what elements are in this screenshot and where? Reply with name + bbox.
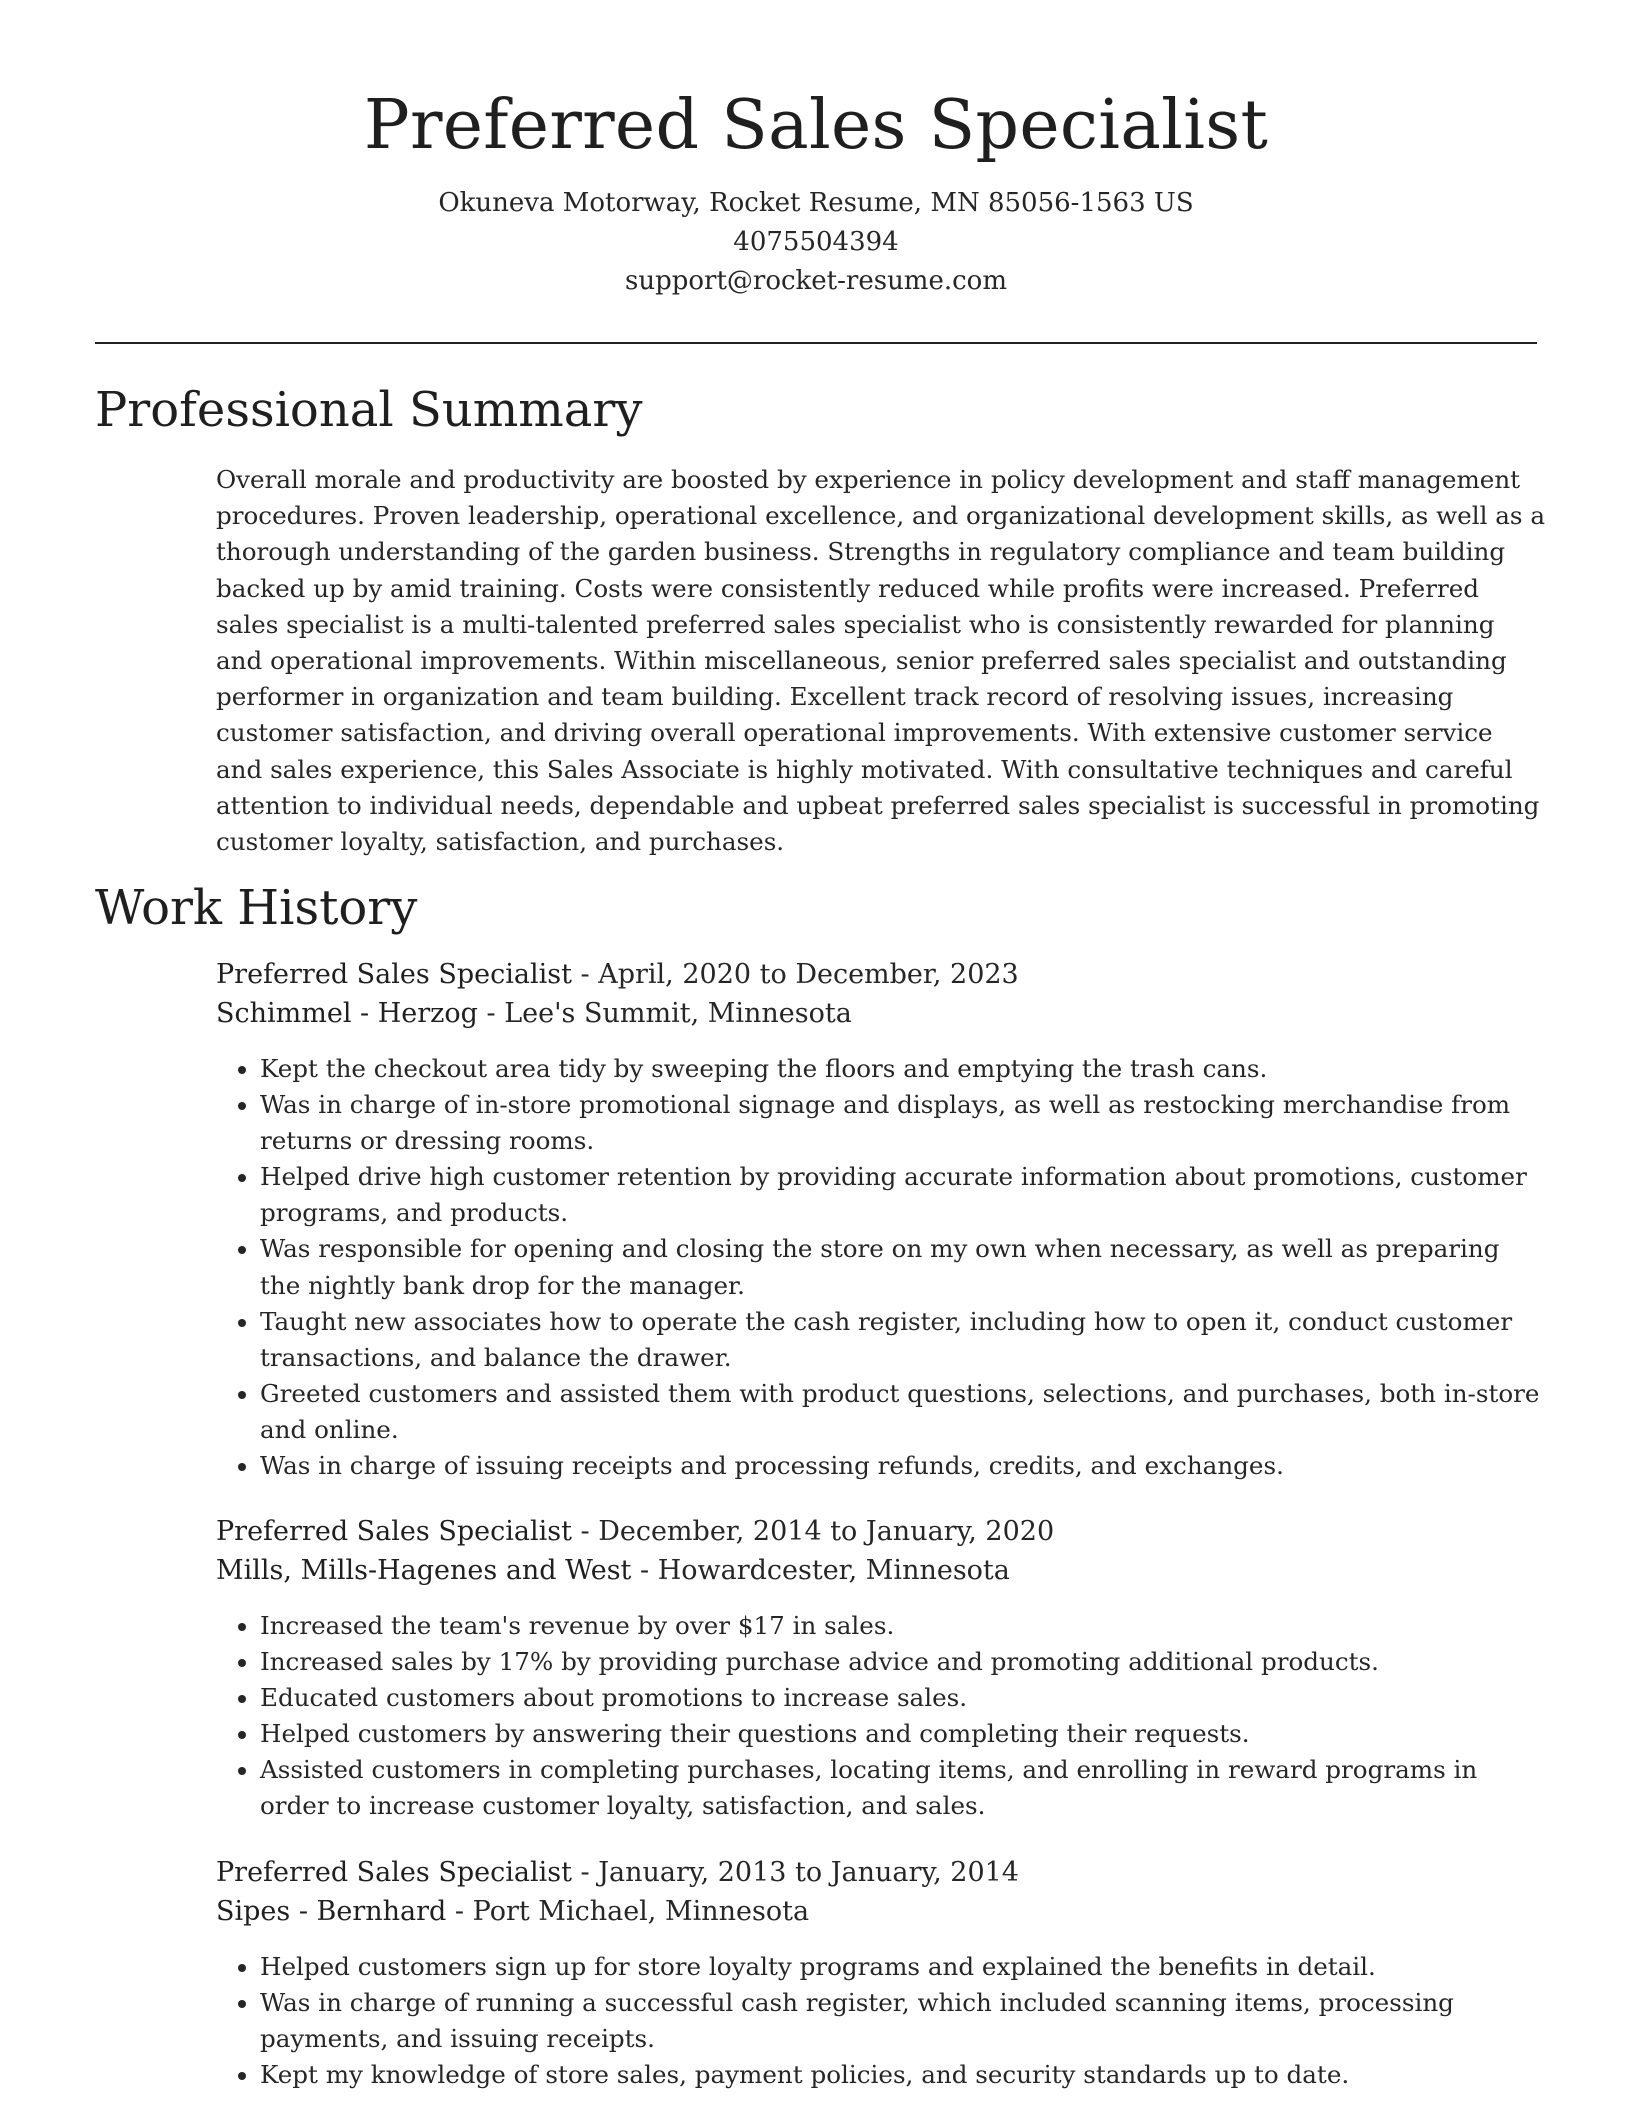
job-company: Schimmel - Herzog xyxy=(216,998,478,1029)
job-company: Mills, Mills-Hagenes and West xyxy=(216,1555,632,1586)
job-bullet: • Helped drive high customer retention by providing accurate information about promotions, customer programs, and products. xyxy=(260,1159,1546,1231)
job-dates: - April, 2020 to December, 2023 xyxy=(571,959,1019,990)
job-bullet: • Increased the team's revenue by over $17 in sales. xyxy=(260,1608,1546,1644)
job-company-line xyxy=(216,1551,1546,1590)
job-role: Preferred Sales Specialist xyxy=(216,1857,572,1888)
contact-block xyxy=(95,184,1537,301)
job-bullet: • Helped customers sign up for store loyalty programs and explained the benefits in detail. xyxy=(260,1949,1546,1985)
section-title-work-history: Work History xyxy=(95,880,418,936)
summary-text: Overall morale and productivity are boosted by experience in policy development and staff management procedures. Proven leadership, operational excellence, and organizational development skills, as well as a thorough understanding of the garden business. Strengths in regulatory compliance and team building backed up by amid training. Costs were consistently reduced while profits were increased. Preferred sales specialist is a multi-talented preferred sales specialist who is consistently rewarded for planning and operational improvements. Within miscellaneous, senior preferred sales specialist and outstanding performer in organization and team building. Excellent track record of resolving issues, increasing customer satisfaction, and driving overall operational improvements. With extensive customer service and sales experience, this Sales Associate is highly motivated. With consultative techniques and careful attention to individual needs, dependable and upbeat preferred sales specialist is successful in promoting customer loyalty, satisfaction, and purchases. xyxy=(216,465,1546,857)
job-dates: - December, 2014 to January, 2020 xyxy=(571,1516,1055,1547)
job-bullet: • Assisted customers in completing purchases, locating items, and enrolling in reward programs in order to increase customer loyalty, satisfaction, and sales. xyxy=(260,1752,1546,1824)
job-bullet: • Taught new associates how to operate the cash register, including how to open it, conduct customer transactions, and balance the drawer. xyxy=(260,1304,1546,1376)
contact-address: Okuneva Motorway, Rocket Resume, MN 85056-1563 US xyxy=(438,188,1194,218)
job-role: Preferred Sales Specialist xyxy=(216,1516,572,1547)
job-bullet: • Was in charge of in-store promotional signage and displays, as well as restocking merchandise from returns or dressing rooms. xyxy=(260,1087,1546,1159)
job-bullet: • Kept my knowledge of store sales, payment policies, and security standards up to date. xyxy=(260,2057,1546,2093)
job-bullet: • Was responsible for opening and closing the store on my own when necessary, as well as preparing the nightly bank drop for the manager. xyxy=(260,1231,1546,1303)
job-location: - Howardcester, Minnesota xyxy=(631,1555,1010,1586)
job-bullet: • Helped customers by answering their questions and completing their requests. xyxy=(260,1716,1546,1752)
contact-phone: 4075504394 xyxy=(733,227,899,257)
job-dates: - January, 2013 to January, 2014 xyxy=(571,1857,1019,1888)
resume-name: Preferred Sales Specialist xyxy=(363,86,1269,165)
job-bullets xyxy=(216,1051,1546,1484)
job-title-line xyxy=(216,955,1546,994)
section-title-summary: Professional Summary xyxy=(95,382,643,438)
job-role: Preferred Sales Specialist xyxy=(216,959,572,990)
job-bullet: • Greeted customers and assisted them with product questions, selections, and purchases, both in-store and online. xyxy=(260,1376,1546,1448)
job-bullets xyxy=(216,1949,1546,2093)
job-bullets xyxy=(216,1608,1546,1825)
job-bullet: • Increased sales by 17% by providing purchase advice and promoting additional products. xyxy=(260,1644,1546,1680)
job-entry xyxy=(216,1512,1546,1825)
job-bullet: • Was in charge of running a successful cash register, which included scanning items, processing payments, and issuing receipts. xyxy=(260,1985,1546,2057)
contact-email: support@rocket-resume.com xyxy=(624,266,1007,296)
header-divider xyxy=(95,342,1537,344)
resume-header xyxy=(95,82,1537,301)
job-company: Sipes - Bernhard xyxy=(216,1896,447,1927)
job-bullet: • Was in charge of issuing receipts and processing refunds, credits, and exchanges. xyxy=(260,1448,1546,1484)
job-title-line xyxy=(216,1512,1546,1551)
job-entry xyxy=(216,1853,1546,2093)
job-company-line xyxy=(216,1892,1546,1931)
job-location: - Port Michael, Minnesota xyxy=(446,1896,810,1927)
job-bullet: • Kept the checkout area tidy by sweeping the floors and emptying the trash cans. xyxy=(260,1051,1546,1087)
job-bullet: • Educated customers about promotions to increase sales. xyxy=(260,1680,1546,1716)
job-entry xyxy=(216,955,1546,1484)
job-title-line xyxy=(216,1853,1546,1892)
job-location: - Lee's Summit, Minnesota xyxy=(477,998,852,1029)
job-company-line xyxy=(216,994,1546,1033)
